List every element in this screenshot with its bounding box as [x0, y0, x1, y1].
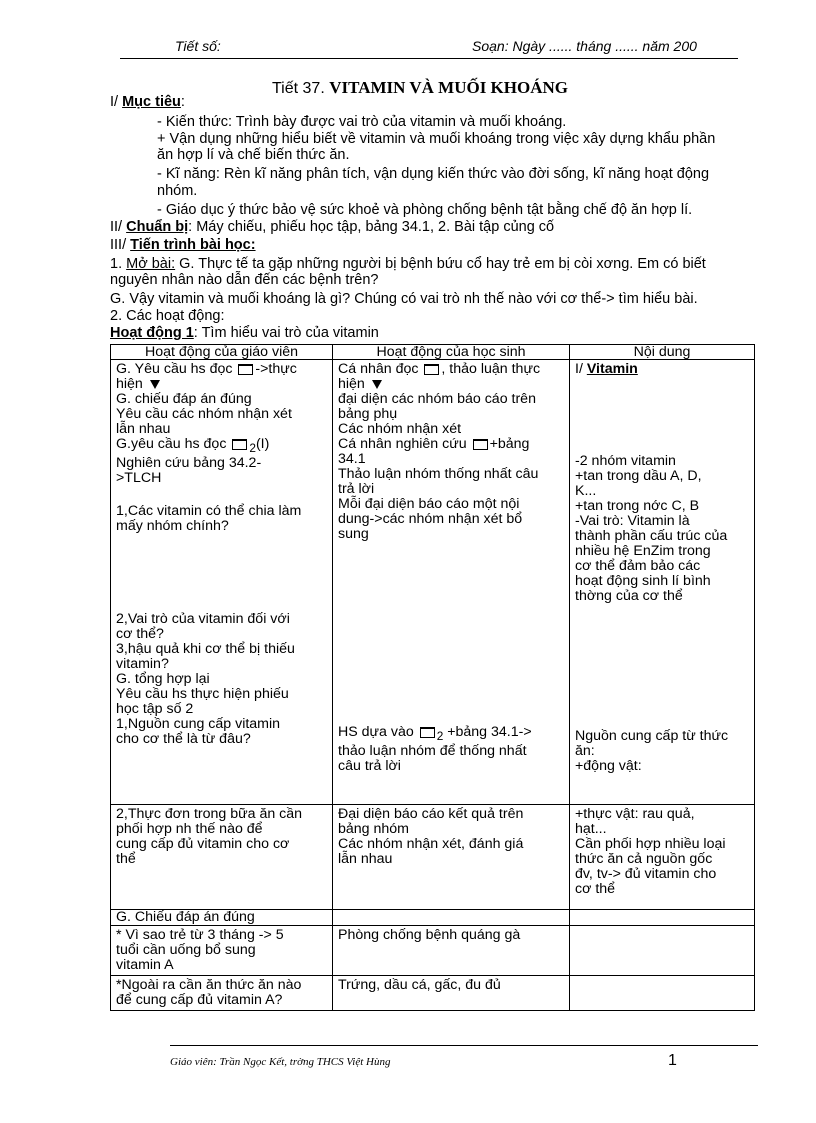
table-row [111, 805, 755, 910]
cell-text: G. tổng hợp lại [116, 670, 210, 687]
content-cell [570, 976, 755, 1011]
activity-label: Hoạt động 1 [110, 325, 194, 341]
cell-text: G. Yêu cầu hs đọc [116, 361, 237, 377]
student-cell [333, 926, 570, 976]
teacher-cell [111, 805, 333, 910]
cell-text: Mỗi đại diện báo cáo một nội [338, 496, 520, 512]
activity-text: : Tìm hiểu vai trò của vitamin [193, 325, 379, 341]
page-number: 1 [668, 1052, 677, 1069]
cell-text: Cá nhân nghiên cứu [338, 436, 471, 452]
student-cell [333, 805, 570, 910]
cell-text: sung [338, 526, 369, 542]
cell-text: vitamin? [116, 655, 169, 672]
cell-text: Các nhóm nhận xét, đánh giá [338, 836, 524, 852]
table-row [111, 910, 755, 926]
cell-text: đại diện các nhóm báo cáo trên [338, 391, 536, 407]
cell-text: +tan trong nớc C, B [575, 498, 700, 514]
cell-text: *Ngoài ra cần ăn thức ăn nào [116, 977, 302, 993]
teacher-cell [111, 926, 333, 976]
cell-text: hiện [338, 376, 369, 392]
cell-text: -2 nhóm vitamin [575, 453, 676, 469]
lesson-number-label: Tiết số: [175, 38, 221, 54]
cell-text: thờng của cơ thể [575, 588, 683, 604]
cell-text: K... [575, 483, 597, 499]
cell-text: thành phần cấu trúc của [575, 528, 728, 544]
intro-text: G. Thực tế ta gặp những người bị bệnh bứu cổ hay trẻ em bị còi xơng. Em có biết [175, 256, 706, 272]
cell-text: thức ăn cả nguồn gốc [575, 851, 713, 867]
content-cell [570, 805, 755, 910]
prep-label: Chuẩn bị [126, 219, 189, 235]
col-teacher: Hoạt động của giáo viên [111, 345, 333, 360]
cell-text: Các nhóm nhận xét [338, 421, 462, 437]
intro-line [110, 257, 706, 272]
cell-text: * Vì sao trẻ từ 3 tháng -> 5 [116, 927, 284, 943]
intro-label: Mở bài: [126, 256, 176, 272]
prep-line [110, 220, 554, 235]
cell-text: +bảng [489, 436, 530, 452]
section-label: Vitamin [586, 361, 638, 377]
cell-text: 34.1 [338, 451, 366, 467]
title-prefix: Tiết 37. [272, 80, 325, 97]
cell-text: cho cơ thể là từ đâu? [116, 730, 251, 747]
cell-text: lẫn nhau [116, 421, 171, 437]
objectives-num: I/ [110, 94, 123, 110]
cell-text: hạt... [575, 821, 607, 837]
content-cell [570, 926, 755, 976]
page-header [120, 38, 738, 59]
cell-text: lẫn nhau [338, 851, 393, 867]
cell-text: +bảng 34.1-> [443, 724, 532, 740]
cell-text: thảo luận nhóm để thống nhất [338, 742, 527, 759]
book-icon [473, 439, 488, 450]
cell-text: thể [116, 851, 136, 867]
cell-text: (I) [255, 436, 270, 452]
activity-table [110, 344, 755, 1011]
table-row [111, 976, 755, 1011]
cell-text: 2,Vai trò của vitamin đối với [116, 610, 290, 627]
cell-text: +tan trong dầu A, D, [575, 468, 702, 484]
activity-heading [110, 326, 379, 341]
prep-text: : Máy chiếu, phiếu học tập, bảng 34.1, 2. Bài tập củng cố [188, 219, 555, 235]
cell-text: hiện [116, 376, 147, 392]
cell-text: cơ thể [575, 881, 616, 897]
book-icon [238, 364, 253, 375]
process-label: Tiến trình bài học: [130, 237, 256, 253]
cell-text: 2 [436, 728, 444, 743]
student-cell [333, 360, 570, 805]
cell-text: dung->các nhóm nhận xét bổ [338, 511, 523, 527]
cell-text: Phòng chống bệnh quáng gà [338, 927, 521, 943]
content-cell [570, 360, 755, 805]
cell-text: học tập số 2 [116, 700, 194, 717]
cell-text: tuổi cần uống bổ sung [116, 942, 256, 958]
objectives-heading [110, 95, 185, 110]
cell-text: để cung cấp đủ vitamin A? [116, 992, 283, 1008]
book-icon [424, 364, 439, 375]
cell-text: câu trả lời [338, 757, 401, 774]
intro-line: G. Vậy vitamin và muối khoáng là gì? Chúng có vai trò nh thế nào với cơ thể-> tìm hiểu bài. [110, 291, 698, 307]
cell-text: Trứng, dầu cá, gấc, đu đủ [338, 977, 501, 993]
cell-text: vitamin A [116, 957, 174, 973]
cell-text: Yêu cầu hs thực hiện phiếu [116, 685, 289, 702]
cell-text: trả lời [338, 481, 375, 497]
col-student: Hoạt động của học sinh [333, 345, 570, 360]
student-cell [333, 910, 570, 926]
cell-text: nhiều hệ EnZim trong [575, 543, 711, 559]
cell-text: Nguồn cung cấp từ thức [575, 728, 729, 744]
cell-text: Thảo luận nhóm thống nhất câu [338, 466, 539, 482]
table-row [111, 360, 755, 805]
prep-num: II/ [110, 219, 127, 235]
cell-text: Nghiên cứu bảng 34.2- [116, 454, 262, 471]
cell-text: G.yêu cầu hs đọc [116, 436, 231, 452]
title-main: VITAMIN VÀ MUỐI KHOÁNG [329, 78, 569, 97]
cell-text: >TLCH [116, 469, 162, 486]
student-cell [333, 976, 570, 1011]
cell-text: bảng nhóm [338, 821, 409, 837]
book-icon [232, 439, 247, 450]
cell-text: phối hợp nh thế nào để [116, 821, 263, 837]
cell-text: cung cấp đủ vitamin cho cơ [116, 836, 290, 852]
col-content: Nội dung [570, 345, 755, 360]
intro-line: nguyên nhân nào dẫn đến các bệnh trên? [110, 272, 379, 288]
activities-heading: 2. Các hoạt động: [110, 308, 225, 324]
lesson-title [272, 78, 568, 98]
teacher-cell [111, 360, 333, 805]
process-line [110, 238, 256, 253]
objective-line: - Kiến thức: Trình bày được vai trò của vitamin và muối khoáng. [157, 114, 567, 130]
cell-text: +thực vật: rau quả, [575, 806, 695, 822]
cell-text: Cần phối hợp nhiều loại [575, 836, 726, 852]
intro-num: 1. [110, 256, 127, 272]
process-num: III/ [110, 237, 131, 253]
objective-line: nhóm. [157, 183, 198, 199]
book-icon [420, 727, 435, 738]
cell-text: +động vật: [575, 758, 642, 774]
triangle-icon [150, 380, 160, 389]
teacher-cell [111, 910, 333, 926]
cell-text: G. Chiếu đáp án đúng [116, 909, 255, 925]
cell-text: đv, tv-> đủ vitamin cho [575, 866, 717, 882]
objective-line: - Kĩ năng: Rèn kĩ năng phân tích, vận dụng kiến thức vào đời sống, kĩ năng hoạt động [157, 166, 710, 182]
cell-text: ->thực [255, 361, 297, 377]
objective-line: - Giáo dục ý thức bảo vệ sức khoẻ và phòng chống bệnh tật bằng chế độ ăn hợp lí. [157, 202, 693, 218]
cell-text: -Vai trò: Vitamin là [575, 513, 690, 529]
cell-text: Cá nhân đọc [338, 361, 423, 377]
teacher-credit: Giáo viên: Trần Ngọc Kết, trờng THCS Việt Hùng [170, 1056, 391, 1068]
teacher-cell [111, 976, 333, 1011]
cell-text: 1,Nguồn cung cấp vitamin [116, 715, 281, 732]
cell-text: Đại diện báo cáo kết quả trên [338, 806, 524, 822]
cell-text: cơ thể đảm bảo các [575, 558, 701, 574]
objective-line: + Vận dụng những hiểu biết về vitamin và muối khoáng trong việc xây dựng khẩu phần [157, 131, 716, 147]
cell-text: Yêu cầu các nhóm nhận xét [116, 406, 292, 422]
cell-text: , thảo luận thực [441, 361, 541, 377]
cell-text: HS dựa vào [338, 724, 418, 740]
date-line: Soạn: Ngày ...... tháng ...... năm 200 [472, 38, 697, 54]
cell-text: 1,Các vitamin có thể chia làm [116, 502, 302, 519]
cell-text: 2 [249, 440, 256, 455]
cell-text: 3,hậu quả khi cơ thể bị thiếu [116, 640, 295, 657]
cell-text: bảng phụ [338, 406, 398, 422]
content-cell [570, 910, 755, 926]
objectives-colon: : [180, 94, 185, 110]
triangle-icon [372, 380, 382, 389]
page-footer [170, 1045, 758, 1076]
table-header-row [111, 345, 755, 360]
cell-text: hoạt động sinh lí bình [575, 573, 711, 589]
cell-text: cơ thể? [116, 625, 164, 642]
objective-line: ăn hợp lí và chế biến thức ăn. [157, 147, 350, 163]
cell-text: G. chiếu đáp án đúng [116, 391, 252, 407]
objectives-label: Mục tiêu [122, 94, 181, 110]
cell-text: I/ [575, 361, 587, 377]
cell-text: 2,Thực đơn trong bữa ăn cần [116, 806, 303, 822]
cell-text: mấy nhóm chính? [116, 517, 229, 534]
cell-text: ăn: [575, 743, 595, 759]
table-row [111, 926, 755, 976]
